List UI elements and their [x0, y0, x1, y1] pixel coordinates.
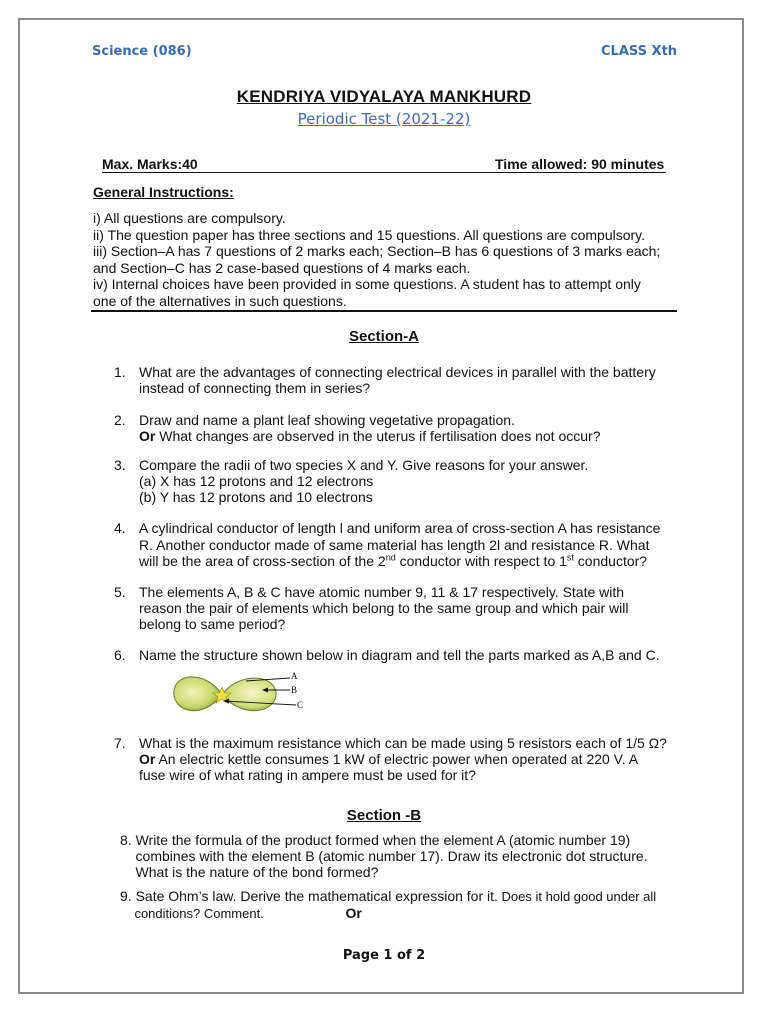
question-text: fuse wire of what rating in ampere must be used for it?	[139, 767, 476, 783]
question-number: 1.	[114, 364, 126, 380]
question-text: (a) X has 12 protons and 12 electrons	[139, 473, 374, 489]
question-text: What are the advantages of connecting electrical devices in parallel with the battery	[139, 364, 656, 380]
divider	[91, 310, 677, 312]
question-9	[120, 888, 656, 922]
question-text: will be the area of cross-section of the 2nd conductor with respect to 1st conductor?	[139, 552, 648, 569]
question-text: instead of connecting them in series?	[139, 380, 371, 396]
question-text: What is the maximum resistance which can be made using 5 resistors each of 1/5 Ω?	[139, 735, 667, 751]
instruction-item: iii) Section–A has 7 questions of 2 marks each; Section–B has 6 questions of 3 marks each;	[93, 243, 661, 259]
test-title: Periodic Test (2021-22)	[297, 110, 471, 128]
question-7	[114, 735, 667, 783]
instruction-item: one of the alternatives in such questions.	[93, 292, 347, 309]
question-alternative: Or An electric kettle consumes 1 kW of electric power when operated at 220 V. A	[139, 751, 639, 767]
question-6	[114, 647, 660, 663]
question-number: 7.	[114, 735, 126, 751]
time-allowed: Time allowed: 90 minutes	[495, 156, 665, 172]
question-text: R. Another conductor made of same material has length 2l and resistance R. What	[139, 536, 650, 553]
or-label: Or	[139, 428, 156, 444]
label-c: C	[297, 700, 304, 710]
question-text: The elements A, B & C have atomic number 9, 11 & 17 respectively. State with	[139, 584, 625, 600]
question-1	[114, 364, 656, 396]
label-b: B	[291, 685, 298, 695]
question-text: What is the nature of the bond formed?	[120, 864, 379, 880]
question-number: 2.	[114, 412, 126, 428]
question-text: 8. Write the formula of the product formed when the element A (atomic number 19)	[120, 832, 631, 848]
question-text: conditions? Comment. Or	[120, 905, 362, 921]
school-name: KENDRIYA VIDYALAYA MANKHURD	[236, 87, 532, 106]
label-a: A	[291, 671, 298, 681]
question-number: 6.	[114, 647, 126, 663]
question-number: 5.	[114, 584, 126, 600]
question-text: Compare the radii of two species X and Y. Give reasons for your answer.	[139, 457, 589, 473]
or-label: Or	[345, 905, 362, 921]
question-2	[114, 412, 600, 444]
section-a-title: Section-A	[348, 328, 419, 345]
section-b-title: Section -B	[346, 807, 422, 824]
orbital-diagram	[170, 668, 320, 727]
instruction-item: and Section–C has 2 case-based questions of 4 marks each.	[93, 259, 471, 276]
question-text: (b) Y has 12 protons and 10 electrons	[139, 489, 373, 505]
instruction-item: ii) The question paper has three sections and 15 questions. All questions are compulsory.	[93, 226, 646, 243]
question-text: 9. Sate Ohm’s law. Derive the mathematical expression for it. Does it hold good under all	[120, 888, 657, 904]
class-label: CLASS Xth	[601, 44, 678, 59]
question-4	[114, 520, 660, 570]
general-instructions-title: General Instructions:	[93, 184, 234, 200]
question-text: Name the structure shown below in diagram and tell the parts marked as A,B and C.	[139, 647, 660, 663]
question-text: Draw and name a plant leaf showing vegetative propagation.	[139, 412, 515, 428]
or-label: Or	[139, 751, 156, 767]
instructions-list	[93, 210, 683, 309]
question-5	[114, 584, 629, 632]
question-text: A cylindrical conductor of length l and uniform area of cross-section A has resistance	[139, 520, 661, 536]
subject-code: Science (086)	[92, 44, 192, 59]
marks-underline	[102, 172, 666, 173]
question-alternative: Or What changes are observed in the uterus if fertilisation does not occur?	[139, 428, 601, 444]
question-number: 3.	[114, 457, 126, 473]
instruction-item: iv) Internal choices have been provided in some questions. A student has to attempt only	[93, 276, 641, 292]
question-3	[114, 457, 588, 505]
question-text: belong to same period?	[139, 616, 286, 632]
question-number: 4.	[114, 520, 126, 536]
max-marks: Max. Marks:40	[102, 156, 198, 172]
instruction-item: i) All questions are compulsory.	[93, 210, 286, 226]
question-text: reason the pair of elements which belong to the same group and which pair will	[139, 600, 629, 616]
question-8	[120, 832, 648, 880]
question-text: combines with the element B (atomic number 17). Draw its electronic dot structure.	[120, 848, 648, 864]
page-number: Page 1 of 2	[342, 948, 426, 963]
